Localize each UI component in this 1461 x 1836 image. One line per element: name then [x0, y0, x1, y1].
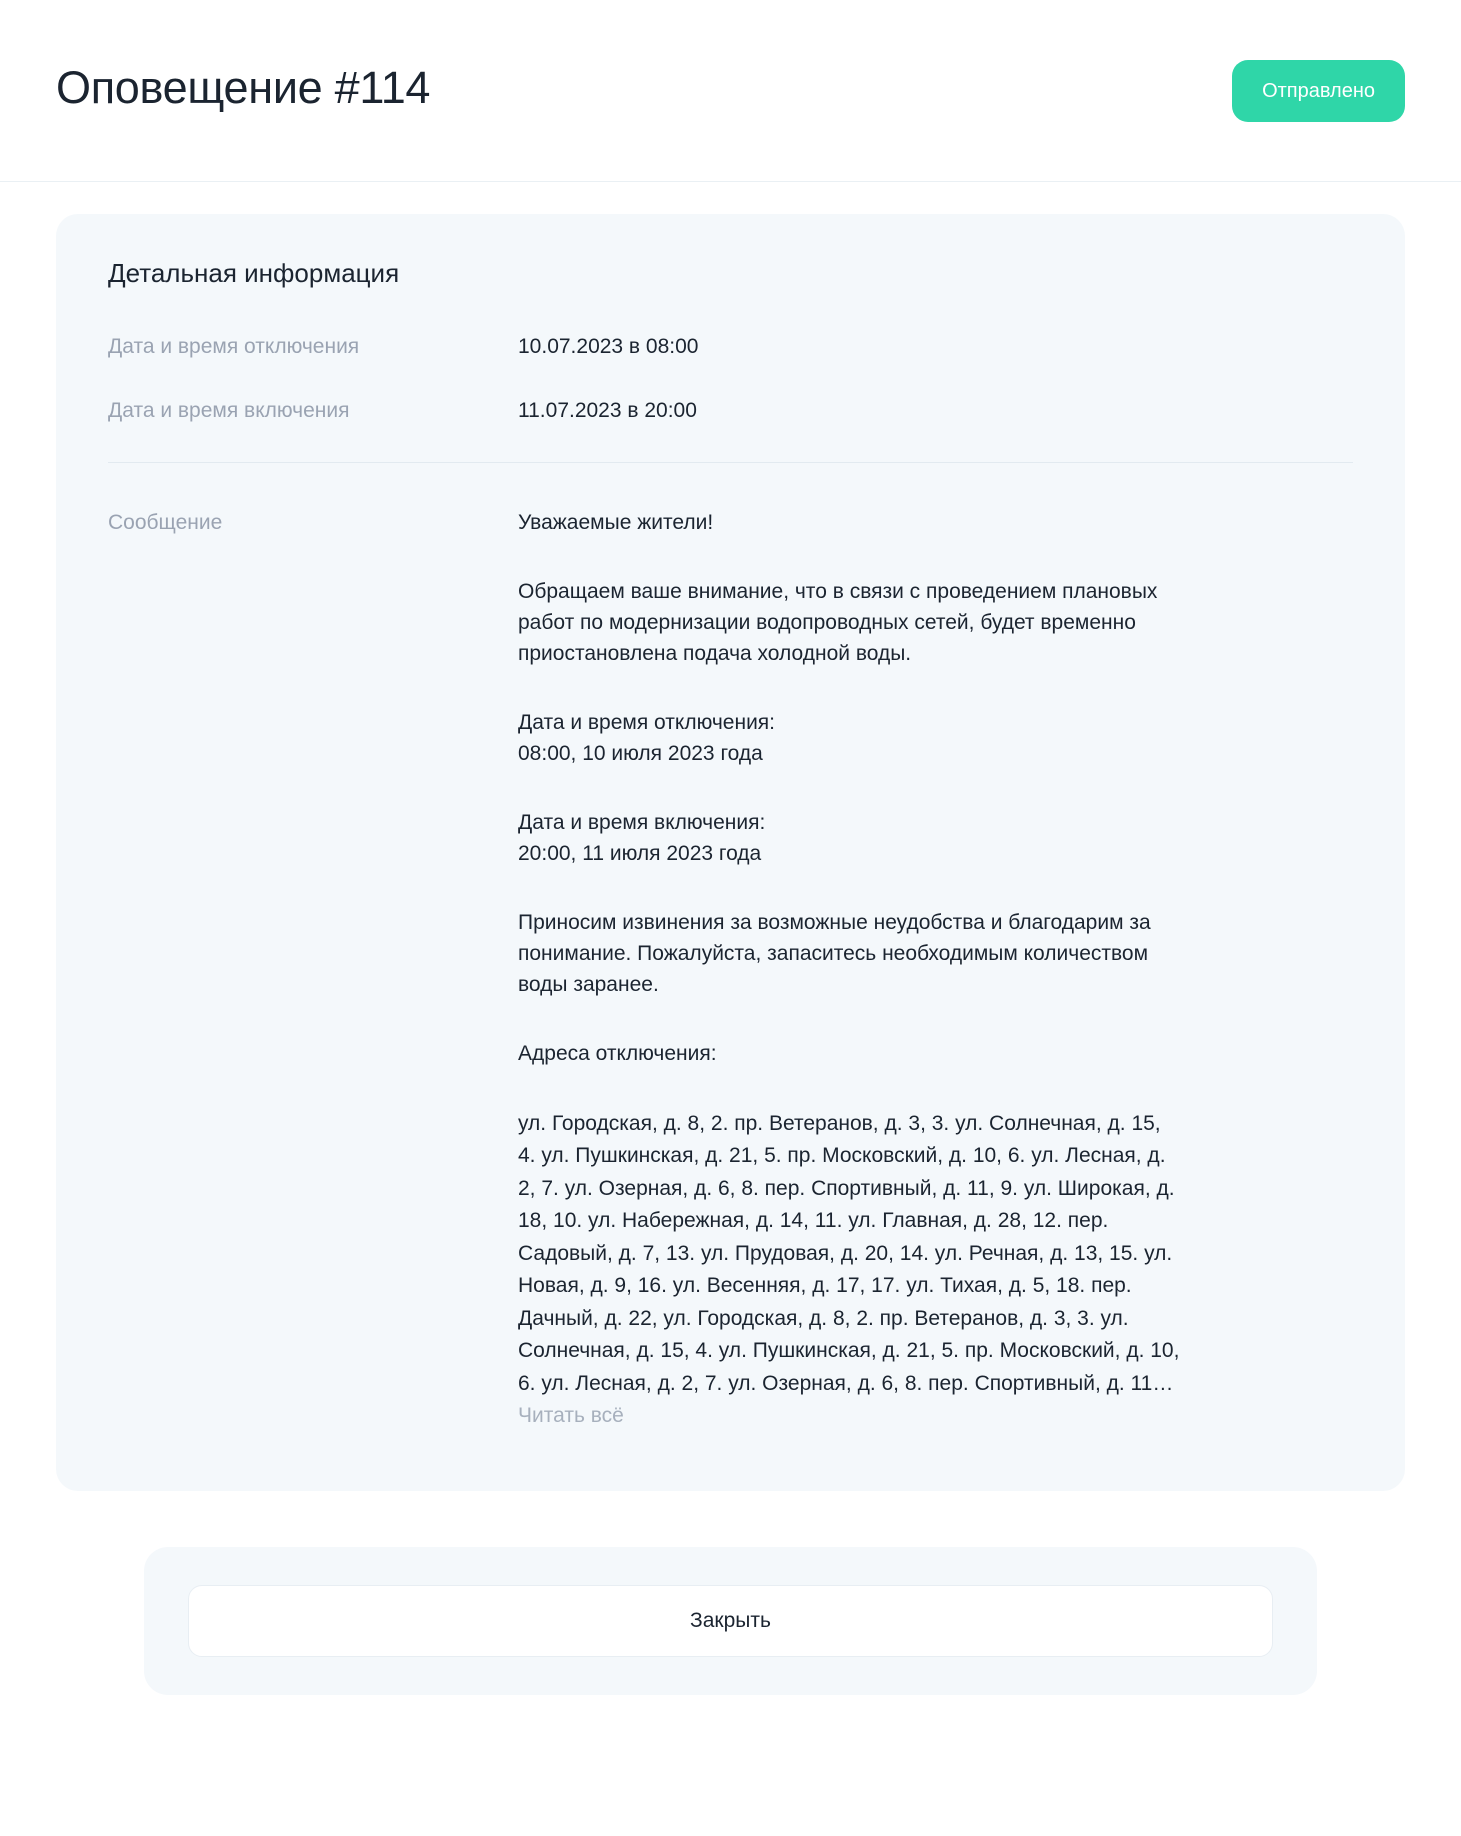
footer-panel [144, 1547, 1317, 1695]
read-more-link[interactable]: Читать всё [518, 1404, 624, 1428]
message-restore-value: 20:00, 11 июля 2023 года [518, 842, 762, 866]
message-row [108, 507, 1353, 1433]
close-button[interactable]: Закрыть [188, 1585, 1273, 1657]
message-body [518, 507, 1183, 1433]
detail-card-heading: Детальная информация [108, 258, 400, 288]
message-addresses-title: Адреса отключения: [518, 1042, 717, 1066]
addresses-text: ул. Городская, д. 8, 2. пр. Ветеранов, д. 3, 3. ул. Солнечная, д. 15, 4. ул. Пушкинская, д. 21, 5. пр. Московский, д. 10, 6. ул. Лесная, д. 2, 7. ул. Озерная, д. 6, 8. пер. Спортивный, д. 11, 9. ул. Широкая, д. 18, 10. ул. Набережная, д. 14, 11. ул. Главная, д. 28, 12. пер. Садовый, д. 7, 13. ул. Прудовая, д. 20, 14. ул. Речная, д. 13, 15. ул. Новая, д. 9, 16. ул. Весенняя, д. 17, 17. ул. Тихая, д. 5, 18. пер. Дачный, д. 22, ул. Городская, д. 8, 2. пр. Ветеранов, д. 3, 3. ул. Солнечная, д. 15, 4. ул. Пушкинская, д. 21, 5. пр. Московский, д. 10, 6. ул. Лесная, д. 2, 7. ул. Озерная, д. 6, 8. пер. Спортивный, д. 11… [518, 1111, 1180, 1395]
status-badge: Отправлено [1232, 60, 1405, 122]
info-label-shutdown: Дата и время отключения [108, 335, 360, 358]
message-restore-block [518, 807, 1183, 869]
page-title: Оповещение #114 [56, 61, 431, 113]
message-addresses-list [518, 1108, 1183, 1433]
message-apology: Приносим извинения за возможные неудобства и благодарим за понимание. Пожалуйста, запаситесь необходимым количеством воды заранее. [518, 911, 1151, 997]
message-label: Сообщение [108, 510, 223, 534]
message-greeting: Уважаемые жители! [518, 510, 714, 534]
info-row-restore [108, 397, 1353, 424]
info-value-restore: 11.07.2023 в 20:00 [518, 399, 697, 423]
detail-information-card [56, 214, 1405, 1491]
message-intro: Обращаем ваше внимание, что в связи с проведением плановых работ по модернизации водопроводных сетей, будет временно приостановлена подача холодной воды. [518, 579, 1158, 665]
message-shutdown-title: Дата и время отключения: [518, 710, 776, 734]
section-divider [108, 462, 1353, 463]
message-shutdown-value: 08:00, 10 июля 2023 года [518, 741, 763, 765]
info-label-restore: Дата и время включения [108, 399, 350, 423]
page-content [0, 182, 1461, 1695]
message-restore-title: Дата и время включения: [518, 811, 766, 835]
info-row-shutdown [108, 333, 1353, 360]
info-value-shutdown: 10.07.2023 в 08:00 [518, 335, 699, 358]
page-header [0, 0, 1461, 182]
message-shutdown-block [518, 707, 1183, 769]
